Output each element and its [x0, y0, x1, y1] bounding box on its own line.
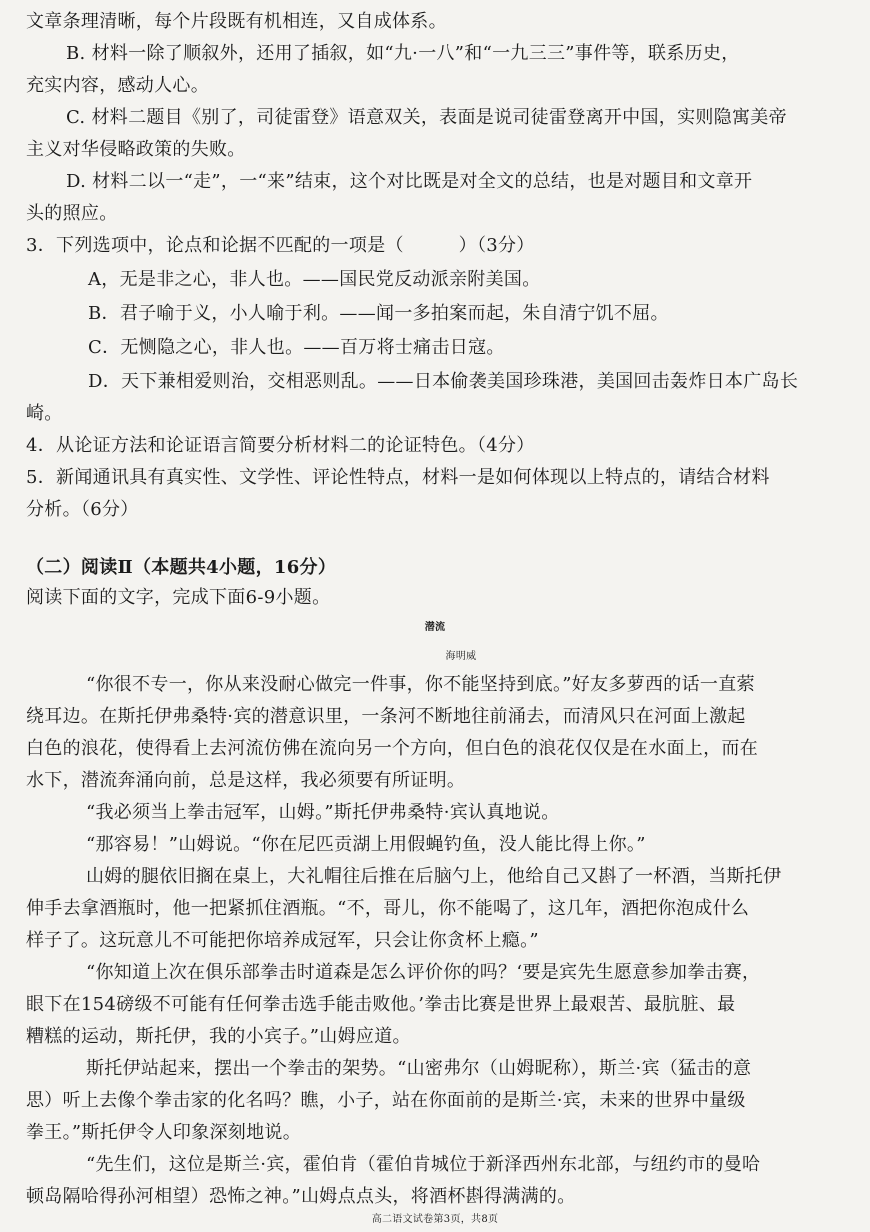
story-line: 伸手去拿酒瓶时，他一把紧抓住酒瓶。“不，哥儿，你不能喝了，这几年，酒把你泡成什么	[26, 898, 750, 919]
story-author: 海明威	[445, 651, 477, 662]
story-line: 拳王。”斯托伊令人印象深刻地说。	[26, 1122, 302, 1143]
question-3-option-d-line1: D．天下兼相爱则治，交相恶则乱。——日本偷袭美国珍珠港，美国回击轰炸日本广岛长	[88, 371, 799, 392]
option-c-line1: C. 材料二题目《别了，司徒雷登》语意双关，表面是说司徒雷登离开中国，实则隐寓美帝	[66, 107, 787, 128]
question-3-option-d-line2: 崎。	[26, 403, 63, 424]
story-line: 思）听上去像个拳击家的化名吗？瞧，小子，站在你面前的是斯兰·宾，未来的世界中量级	[26, 1090, 746, 1111]
option-b-line1: B. 材料一除了顺叙外，还用了插叙，如“九·一八”和“一九三三”事件等，联系历史，	[66, 43, 740, 64]
story-line: 样子了。这玩意儿不可能把你培养成冠军，只会让你贪杯上瘾。”	[26, 930, 539, 951]
story-line: 水下，潜流奔涌向前，总是这样，我必须要有所证明。	[26, 770, 466, 791]
option-d-line1: D. 材料二以一“走”，一“来”结束，这个对比既是对全文的总结，也是对题目和文章开	[66, 171, 753, 192]
question-3-option-b: B．君子喻于义，小人喻于利。——闻一多拍案而起，朱自清宁饥不屈。	[88, 303, 669, 324]
question-4: 4．从论证方法和论证语言简要分析材料二的论证特色。（4分）	[26, 435, 535, 456]
story-line: 白色的浪花，使得看上去河流仿佛在流向另一个方向，但白色的浪花仅仅是在水面上，而在	[26, 738, 758, 759]
question-5-line1: 5．新闻通讯具有真实性、文学性、评论性特点，材料一是如何体现以上特点的，请结合材料	[26, 467, 770, 488]
story-line: 糟糕的运动，斯托伊，我的小宾子。”山姆应道。	[26, 1026, 411, 1047]
page-footer: 高二语文试卷第3页，共8页	[371, 1214, 499, 1225]
story-line: “那容易！”山姆说。“你在尼匹贡湖上用假蝇钓鱼，没人能比得上你。”	[86, 834, 646, 855]
story-line: “我必须当上拳击冠军，山姆。”斯托伊弗桑特·宾认真地说。	[86, 802, 560, 823]
text-line: 文章条理清晰，每个片段既有机相连，又自成体系。	[26, 11, 447, 32]
section-instruction: 阅读下面的文字，完成下面6-9小题。	[26, 587, 331, 608]
story-line: 山姆的腿依旧搁在桌上，大礼帽往后推在后脑勺上，他给自己又斟了一杯酒，当斯托伊	[86, 866, 782, 887]
option-b-line2: 充实内容，感动人心。	[26, 75, 209, 96]
story-line: 斯托伊站起来，摆出一个拳击的架势。“山密弗尔（山姆昵称），斯兰·宾（猛击的意	[86, 1058, 752, 1079]
story-line: 顿岛隔哈得孙河相望）恐怖之神。”山姆点点头，将酒杯斟得满满的。	[26, 1186, 576, 1207]
question-5-line2: 分析。（6分）	[26, 499, 139, 520]
question-3-option-a: A，无是非之心，非人也。——国民党反动派亲附美国。	[88, 269, 541, 290]
section-heading: （二）阅读Ⅱ（本题共4小题，16分）	[26, 557, 337, 578]
story-line: “先生们，这位是斯兰·宾，霍伯肯（霍伯肯城位于新泽西州东北部，与纽约市的曼哈	[86, 1154, 761, 1175]
story-title: 潜流	[424, 622, 446, 633]
option-c-line2: 主义对华侵略政策的失败。	[26, 139, 246, 160]
question-3-option-c: C．无恻隐之心，非人也。——百万将士痛击日寇。	[88, 337, 505, 358]
question-3-stem: 3．下列选项中，论点和论据不匹配的一项是（ ）（3分）	[26, 235, 535, 256]
story-line: “你很不专一，你从来没耐心做完一件事，你不能坚持到底。”好友多萝西的话一直萦	[86, 674, 755, 695]
option-d-line2: 头的照应。	[26, 203, 118, 224]
story-line: “你知道上次在俱乐部拳击时道森是怎么评价你的吗？‘要是宾先生愿意参加拳击赛，	[86, 962, 761, 983]
story-line: 绕耳边。在斯托伊弗桑特·宾的潜意识里，一条河不断地往前涌去，而清风只在河面上激起	[26, 706, 746, 727]
story-line: 眼下在154磅级不可能有任何拳击选手能击败他。’拳击比赛是世界上最艰苦、最肮脏、最	[26, 994, 736, 1015]
